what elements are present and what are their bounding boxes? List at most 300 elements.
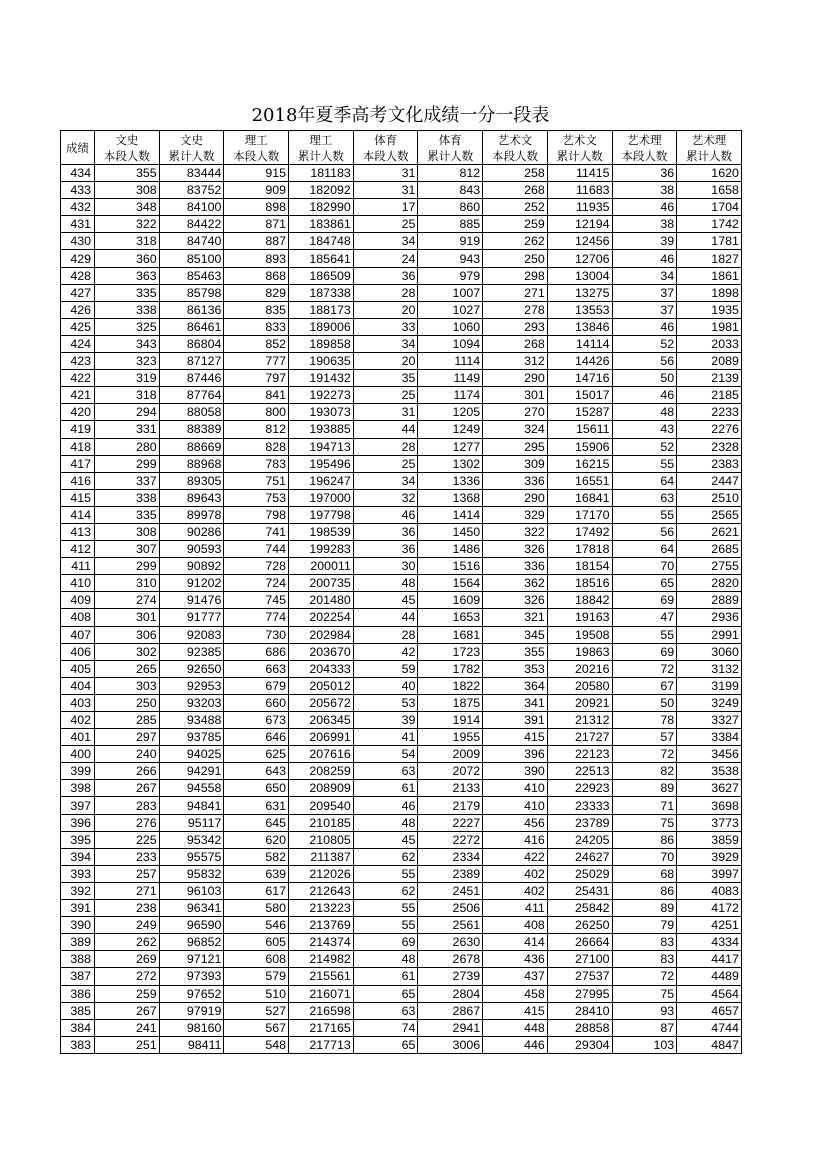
count-cell: 259: [95, 985, 160, 1002]
column-header-group: 理工: [244, 132, 268, 147]
count-cell: 56: [612, 523, 677, 540]
table-row: [61, 729, 742, 746]
count-cell: 213223: [289, 900, 354, 917]
table-body: [61, 165, 742, 1054]
count-cell: 50: [612, 694, 677, 711]
count-cell: 1782: [418, 660, 483, 677]
page-title: 2018年夏季高考文化成绩一分一段表: [251, 105, 550, 126]
score-cell: 390: [61, 917, 95, 934]
count-cell: 800: [224, 404, 289, 421]
count-cell: 1149: [418, 370, 483, 387]
table-row: [61, 831, 742, 848]
count-cell: 17170: [547, 506, 612, 523]
count-cell: 37: [612, 284, 677, 301]
count-cell: 195496: [289, 455, 354, 472]
count-cell: 208259: [289, 763, 354, 780]
count-cell: 241: [95, 1019, 160, 1036]
column-header: [95, 131, 160, 165]
count-cell: 290: [483, 489, 548, 506]
count-cell: 307: [95, 541, 160, 558]
count-cell: 458: [483, 985, 548, 1002]
count-cell: 14716: [547, 370, 612, 387]
count-cell: 410: [483, 780, 548, 797]
count-cell: 27100: [547, 951, 612, 968]
count-cell: 510: [224, 985, 289, 1002]
column-header: [483, 131, 548, 165]
table-row: [61, 763, 742, 780]
score-cell: 406: [61, 643, 95, 660]
count-cell: 85798: [159, 284, 224, 301]
count-cell: 20: [353, 353, 418, 370]
count-cell: 415: [483, 729, 548, 746]
score-cell: 397: [61, 797, 95, 814]
count-cell: 206991: [289, 729, 354, 746]
count-cell: 36: [353, 541, 418, 558]
count-cell: 841: [224, 387, 289, 404]
count-cell: 3060: [677, 643, 742, 660]
count-cell: 70: [612, 848, 677, 865]
score-cell: 408: [61, 609, 95, 626]
score-cell: 427: [61, 284, 95, 301]
table-row: [61, 301, 742, 318]
count-cell: 269: [95, 951, 160, 968]
count-cell: 2630: [418, 934, 483, 951]
count-cell: 1658: [677, 182, 742, 199]
count-cell: 46: [353, 506, 418, 523]
count-cell: 22923: [547, 780, 612, 797]
count-cell: 548: [224, 1036, 289, 1053]
count-cell: 28: [353, 438, 418, 455]
count-cell: 402: [483, 882, 548, 899]
count-cell: 326: [483, 541, 548, 558]
count-cell: 639: [224, 865, 289, 882]
column-header: [224, 131, 289, 165]
count-cell: 338: [95, 301, 160, 318]
column-header-group: 艺术理: [691, 132, 727, 147]
count-cell: 527: [224, 1002, 289, 1019]
count-cell: 728: [224, 558, 289, 575]
count-cell: 52: [612, 438, 677, 455]
count-cell: 15017: [547, 387, 612, 404]
count-cell: 64: [612, 472, 677, 489]
count-cell: 416: [483, 831, 548, 848]
count-cell: 322: [95, 216, 160, 233]
count-cell: 355: [483, 643, 548, 660]
count-cell: 617: [224, 882, 289, 899]
count-cell: 210805: [289, 831, 354, 848]
count-cell: 893: [224, 250, 289, 267]
count-cell: 97652: [159, 985, 224, 1002]
count-cell: 93: [612, 1002, 677, 1019]
table-row: [61, 694, 742, 711]
count-cell: 97393: [159, 968, 224, 985]
count-cell: 1450: [418, 523, 483, 540]
table-row: [61, 472, 742, 489]
table-row: [61, 233, 742, 250]
count-cell: 84740: [159, 233, 224, 250]
count-cell: 860: [418, 199, 483, 216]
count-cell: 83: [612, 934, 677, 951]
table-row: [61, 985, 742, 1002]
count-cell: 210185: [289, 814, 354, 831]
count-cell: 415: [483, 1002, 548, 1019]
count-cell: 183861: [289, 216, 354, 233]
count-cell: 20580: [547, 677, 612, 694]
column-header-group: 体育: [374, 132, 398, 147]
count-cell: 741: [224, 523, 289, 540]
count-cell: 325: [95, 318, 160, 335]
count-cell: 582: [224, 848, 289, 865]
count-cell: 364: [483, 677, 548, 694]
count-cell: 188173: [289, 301, 354, 318]
count-cell: 2561: [418, 917, 483, 934]
score-cell: 383: [61, 1036, 95, 1053]
column-header: [418, 131, 483, 165]
count-cell: 206345: [289, 712, 354, 729]
score-cell: 393: [61, 865, 95, 882]
count-cell: 3384: [677, 729, 742, 746]
score-cell: 422: [61, 370, 95, 387]
score-cell: 426: [61, 301, 95, 318]
count-cell: 72: [612, 660, 677, 677]
count-cell: 3859: [677, 831, 742, 848]
count-cell: 348: [95, 199, 160, 216]
count-cell: 686: [224, 643, 289, 660]
count-cell: 363: [95, 267, 160, 284]
count-cell: 2334: [418, 848, 483, 865]
count-cell: 83752: [159, 182, 224, 199]
count-cell: 3199: [677, 677, 742, 694]
table-header-row: [61, 131, 742, 165]
count-cell: 868: [224, 267, 289, 284]
score-cell: 402: [61, 712, 95, 729]
count-cell: 87446: [159, 370, 224, 387]
count-cell: 1336: [418, 472, 483, 489]
count-cell: 2328: [677, 438, 742, 455]
count-cell: 295: [483, 438, 548, 455]
count-cell: 843: [418, 182, 483, 199]
count-cell: 2755: [677, 558, 742, 575]
count-cell: 250: [483, 250, 548, 267]
table-row: [61, 677, 742, 694]
count-cell: 197000: [289, 489, 354, 506]
count-cell: 276: [95, 814, 160, 831]
table-row: [61, 1019, 742, 1036]
count-cell: 411: [483, 900, 548, 917]
count-cell: 39: [353, 712, 418, 729]
count-cell: 44: [353, 421, 418, 438]
count-cell: 919: [418, 233, 483, 250]
count-cell: 13846: [547, 318, 612, 335]
table-row: [61, 814, 742, 831]
table-row: [61, 541, 742, 558]
count-cell: 2089: [677, 353, 742, 370]
count-cell: 15611: [547, 421, 612, 438]
count-cell: 2233: [677, 404, 742, 421]
count-cell: 2179: [418, 797, 483, 814]
count-cell: 663: [224, 660, 289, 677]
count-cell: 11415: [547, 165, 612, 182]
count-cell: 212643: [289, 882, 354, 899]
count-cell: 1060: [418, 318, 483, 335]
count-cell: 293: [483, 318, 548, 335]
count-cell: 78: [612, 712, 677, 729]
count-cell: 186509: [289, 267, 354, 284]
count-cell: 87127: [159, 353, 224, 370]
table-row: [61, 318, 742, 335]
count-cell: 259: [483, 216, 548, 233]
count-cell: 27995: [547, 985, 612, 1002]
count-cell: 319: [95, 370, 160, 387]
count-cell: 94841: [159, 797, 224, 814]
count-cell: 20921: [547, 694, 612, 711]
count-cell: 17818: [547, 541, 612, 558]
count-cell: 745: [224, 592, 289, 609]
score-cell: 413: [61, 523, 95, 540]
count-cell: 3627: [677, 780, 742, 797]
count-cell: 2685: [677, 541, 742, 558]
count-cell: 29304: [547, 1036, 612, 1053]
count-cell: 94558: [159, 780, 224, 797]
score-cell: 392: [61, 882, 95, 899]
count-cell: 61: [353, 780, 418, 797]
count-cell: 546: [224, 917, 289, 934]
count-cell: 3929: [677, 848, 742, 865]
table-row: [61, 882, 742, 899]
count-cell: 4564: [677, 985, 742, 1002]
count-cell: 1861: [677, 267, 742, 284]
score-cell: 391: [61, 900, 95, 917]
count-cell: 38: [612, 216, 677, 233]
count-cell: 2133: [418, 780, 483, 797]
count-cell: 2072: [418, 763, 483, 780]
count-cell: 266: [95, 763, 160, 780]
count-cell: 69: [612, 592, 677, 609]
count-cell: 19863: [547, 643, 612, 660]
count-cell: 835: [224, 301, 289, 318]
count-cell: 1564: [418, 575, 483, 592]
count-cell: 31: [353, 404, 418, 421]
count-cell: 268: [483, 335, 548, 352]
count-cell: 2941: [418, 1019, 483, 1036]
count-cell: 335: [95, 506, 160, 523]
count-cell: 4172: [677, 900, 742, 917]
count-cell: 18154: [547, 558, 612, 575]
count-cell: 1822: [418, 677, 483, 694]
count-cell: 62: [353, 882, 418, 899]
count-cell: 70: [612, 558, 677, 575]
count-cell: 93203: [159, 694, 224, 711]
count-cell: 27537: [547, 968, 612, 985]
count-cell: 185641: [289, 250, 354, 267]
count-cell: 91476: [159, 592, 224, 609]
count-cell: 650: [224, 780, 289, 797]
count-cell: 871: [224, 216, 289, 233]
count-cell: 22513: [547, 763, 612, 780]
count-cell: 63: [353, 1002, 418, 1019]
count-cell: 2033: [677, 335, 742, 352]
count-cell: 270: [483, 404, 548, 421]
count-cell: 48: [353, 951, 418, 968]
score-cell: 417: [61, 455, 95, 472]
count-cell: 402: [483, 865, 548, 882]
column-header-label: 本段人数: [103, 148, 150, 163]
count-cell: 69: [612, 643, 677, 660]
count-cell: 74: [353, 1019, 418, 1036]
count-cell: 1898: [677, 284, 742, 301]
count-cell: 19163: [547, 609, 612, 626]
count-cell: 17: [353, 199, 418, 216]
count-cell: 643: [224, 763, 289, 780]
column-header: [61, 131, 95, 165]
count-cell: 1174: [418, 387, 483, 404]
count-cell: 1742: [677, 216, 742, 233]
count-cell: 20216: [547, 660, 612, 677]
table-row: [61, 558, 742, 575]
count-cell: 812: [224, 421, 289, 438]
count-cell: 887: [224, 233, 289, 250]
count-cell: 2009: [418, 746, 483, 763]
count-cell: 422: [483, 848, 548, 865]
count-cell: 88058: [159, 404, 224, 421]
count-cell: 240: [95, 746, 160, 763]
count-cell: 274: [95, 592, 160, 609]
count-cell: 28: [353, 626, 418, 643]
count-cell: 92385: [159, 643, 224, 660]
table-row: [61, 335, 742, 352]
count-cell: 251: [95, 1036, 160, 1053]
count-cell: 249: [95, 917, 160, 934]
count-cell: 198539: [289, 523, 354, 540]
count-cell: 21312: [547, 712, 612, 729]
count-cell: 1516: [418, 558, 483, 575]
count-cell: 285: [95, 712, 160, 729]
count-cell: 217713: [289, 1036, 354, 1053]
count-cell: 212026: [289, 865, 354, 882]
count-cell: 26250: [547, 917, 612, 934]
count-cell: 193885: [289, 421, 354, 438]
count-cell: 192273: [289, 387, 354, 404]
count-cell: 829: [224, 284, 289, 301]
count-cell: 24627: [547, 848, 612, 865]
count-cell: 308: [95, 182, 160, 199]
score-cell: 414: [61, 506, 95, 523]
count-cell: 318: [95, 233, 160, 250]
column-header-group: 艺术理: [627, 132, 662, 147]
count-cell: 679: [224, 677, 289, 694]
score-cell: 385: [61, 1002, 95, 1019]
count-cell: 3249: [677, 694, 742, 711]
count-cell: 85463: [159, 267, 224, 284]
table-row: [61, 370, 742, 387]
count-cell: 2506: [418, 900, 483, 917]
count-cell: 89643: [159, 489, 224, 506]
count-cell: 95832: [159, 865, 224, 882]
count-cell: 91202: [159, 575, 224, 592]
count-cell: 189858: [289, 335, 354, 352]
count-cell: 95575: [159, 848, 224, 865]
count-cell: 71: [612, 797, 677, 814]
count-cell: 2867: [418, 1002, 483, 1019]
score-cell: 430: [61, 233, 95, 250]
count-cell: 1205: [418, 404, 483, 421]
count-cell: 625: [224, 746, 289, 763]
count-cell: 22123: [547, 746, 612, 763]
count-cell: 322: [483, 523, 548, 540]
count-cell: 1620: [677, 165, 742, 182]
count-cell: 299: [95, 558, 160, 575]
count-cell: 17492: [547, 523, 612, 540]
score-cell: 403: [61, 694, 95, 711]
count-cell: 308: [95, 523, 160, 540]
count-cell: 580: [224, 900, 289, 917]
count-cell: 1781: [677, 233, 742, 250]
score-cell: 424: [61, 335, 95, 352]
count-cell: 456: [483, 814, 548, 831]
column-header-label: 本段人数: [491, 148, 538, 163]
table-row: [61, 165, 742, 182]
count-cell: 414: [483, 934, 548, 951]
score-cell: 429: [61, 250, 95, 267]
count-cell: 783: [224, 455, 289, 472]
table-row: [61, 438, 742, 455]
score-cell: 434: [61, 165, 95, 182]
count-cell: 324: [483, 421, 548, 438]
count-cell: 360: [95, 250, 160, 267]
count-cell: 72: [612, 968, 677, 985]
count-cell: 436: [483, 951, 548, 968]
score-table: [60, 130, 742, 1054]
count-cell: 55: [612, 506, 677, 523]
count-cell: 345: [483, 626, 548, 643]
count-cell: 87: [612, 1019, 677, 1036]
table-row: [61, 284, 742, 301]
column-header-label: 累计人数: [686, 148, 733, 163]
count-cell: 13004: [547, 267, 612, 284]
count-cell: 885: [418, 216, 483, 233]
score-cell: 412: [61, 541, 95, 558]
count-cell: 34: [353, 472, 418, 489]
count-cell: 54: [353, 746, 418, 763]
count-cell: 53: [353, 694, 418, 711]
table-row: [61, 609, 742, 626]
count-cell: 96590: [159, 917, 224, 934]
count-cell: 673: [224, 712, 289, 729]
score-cell: 387: [61, 968, 95, 985]
count-cell: 24: [353, 250, 418, 267]
score-cell: 419: [61, 421, 95, 438]
column-header-group: 理工: [309, 132, 333, 147]
score-cell: 409: [61, 592, 95, 609]
count-cell: 25: [353, 387, 418, 404]
column-header-group: 艺术文: [497, 132, 533, 147]
table-row: [61, 900, 742, 917]
count-cell: 40: [353, 677, 418, 694]
count-cell: 4417: [677, 951, 742, 968]
count-cell: 299: [95, 455, 160, 472]
count-cell: 23333: [547, 797, 612, 814]
count-cell: 979: [418, 267, 483, 284]
count-cell: 97919: [159, 1002, 224, 1019]
count-cell: 213769: [289, 917, 354, 934]
count-cell: 63: [612, 489, 677, 506]
count-cell: 437: [483, 968, 548, 985]
count-cell: 4489: [677, 968, 742, 985]
count-cell: 353: [483, 660, 548, 677]
score-cell: 389: [61, 934, 95, 951]
count-cell: 207616: [289, 746, 354, 763]
count-cell: 199283: [289, 541, 354, 558]
